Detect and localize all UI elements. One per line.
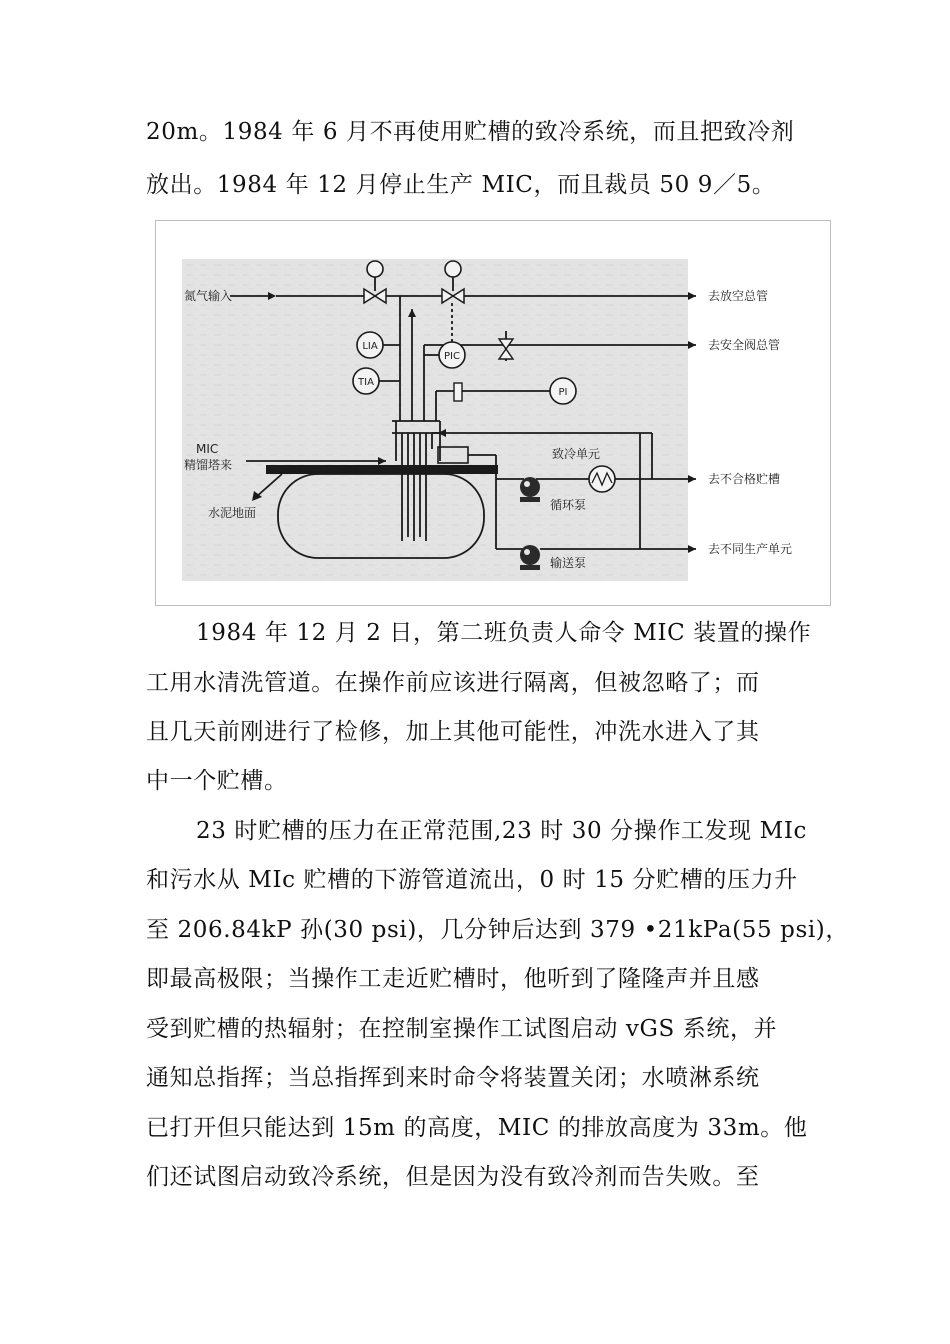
cement-slab [266, 465, 498, 474]
process-diagram-figure [155, 220, 831, 606]
circulation-pump [520, 477, 540, 502]
paragraph-line: 且几天前刚进行了检修，加上其他可能性，冲洗水进入了其 [146, 719, 760, 745]
tia-label: TIA [358, 377, 374, 388]
lia-label: LIA [362, 341, 378, 352]
paragraph-line: 们还试图启动致冷系统，但是因为没有致冷剂而告失败。至 [146, 1164, 760, 1190]
paragraph-line: 即最高极限；当操作工走近贮槽时，他听到了隆隆声并且感 [146, 966, 760, 992]
to-production-units-label: 去不同生产单元 [708, 542, 793, 556]
paragraph-line: 至 206.84kP 孙(30 psi)，几分钟后达到 379 •21kPa(55 psi)， [146, 917, 849, 943]
cement-ground-label: 水泥地面 [208, 506, 257, 520]
paragraph-line: 1984 年 12 月 2 日，第二班负责人命令 MIC 装置的操作 [196, 620, 812, 646]
pi-label: PI [558, 387, 568, 398]
to-vent-header-label: 去放空总管 [708, 289, 769, 303]
process-diagram [156, 221, 832, 607]
paragraph-line: 工用水清洗管道。在操作前应该进行隔离，但被忽略了；而 [146, 670, 760, 696]
to-safety-header-label: 去安全阀总管 [708, 338, 781, 352]
paragraph-line: 20m。1984 年 6 月不再使用贮槽的致冷系统，而且把致冷剂 [146, 119, 795, 145]
circulation-pump-label: 循环泵 [550, 498, 587, 512]
paragraph-line: 放出。1984 年 12 月停止生产 MIC，而且裁员 50 9／5。 [146, 172, 776, 198]
transfer-pump [520, 545, 540, 570]
refrigeration-exchanger [589, 466, 615, 492]
paragraph-line: 23 时贮槽的压力在正常范围,23 时 30 分操作工发现 MIc [196, 818, 807, 844]
to-offspec-tank-label: 去不合格贮槽 [708, 472, 781, 486]
mic-feed-label-1: MIC [196, 442, 219, 456]
paragraph-line: 受到贮槽的热辐射；在控制室操作工试图启动 vGS 系统，并 [146, 1016, 778, 1042]
paragraph-line: 已打开但只能达到 15m 的高度，MIC 的排放高度为 33m。他 [146, 1115, 808, 1141]
transfer-pump-label: 输送泵 [550, 556, 587, 570]
refrigeration-unit-label: 致冷单元 [552, 447, 601, 461]
paragraph-line: 中一个贮槽。 [146, 768, 288, 794]
instrument-pi [550, 378, 576, 404]
nitrogen-input-label: 氮气输入 [184, 289, 233, 303]
pic-label: PIC [444, 351, 460, 362]
paragraph-line: 和污水从 MIc 贮槽的下游管道流出，0 时 15 分贮槽的压力升 [146, 867, 798, 893]
paragraph-line: 通知总指挥；当总指挥到来时命令将装置关闭；水喷淋系统 [146, 1065, 760, 1091]
mic-feed-label-2: 精馏塔来 [184, 458, 233, 472]
